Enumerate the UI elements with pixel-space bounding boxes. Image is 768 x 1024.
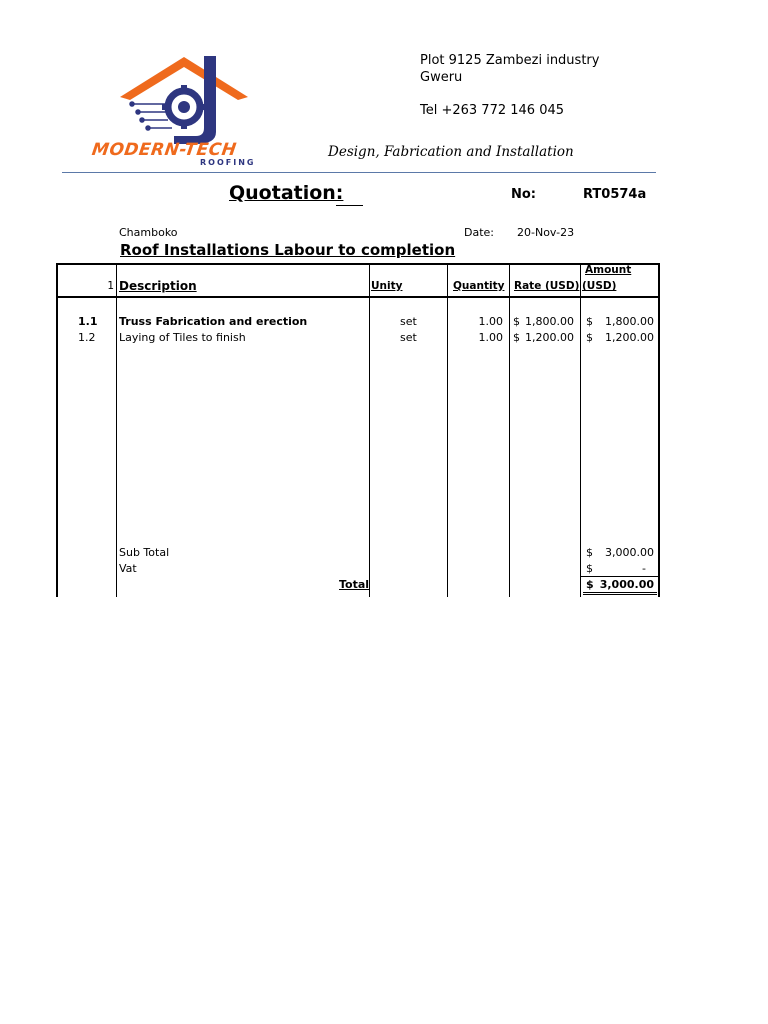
header-divider xyxy=(62,172,656,173)
row-number: 1.1 xyxy=(78,315,98,328)
row-amount: 1,200.00 xyxy=(605,331,654,344)
address-line-1: Plot 9125 Zambezi industry xyxy=(420,53,600,68)
quotation-no-label: No: xyxy=(511,187,537,202)
header-rate: Rate (USD) xyxy=(514,280,580,292)
client-name: Chamboko xyxy=(119,226,178,239)
total-label: Total xyxy=(339,578,370,591)
subtotal-label: Sub Total xyxy=(119,546,170,559)
header-quantity: Quantity xyxy=(453,280,505,292)
brand-name: MODERN-TECH xyxy=(90,140,238,160)
header-amount-unit: (USD) xyxy=(582,280,617,292)
row-rate: 1,200.00 xyxy=(525,331,574,344)
row-rate-currency: $ xyxy=(513,331,520,344)
house-gear-icon xyxy=(88,52,268,147)
company-logo xyxy=(88,52,268,167)
row-description: Laying of Tiles to finish xyxy=(119,331,246,344)
address-line-2: Gweru xyxy=(420,70,463,85)
row-description: Truss Fabrication and erection xyxy=(119,315,308,328)
row-rate: 1,800.00 xyxy=(525,315,574,328)
row-unity: set xyxy=(400,315,417,328)
subtotal-value: 3,000.00 xyxy=(605,546,654,559)
table-col-line xyxy=(658,263,660,597)
table-top-border xyxy=(56,263,660,265)
date-value: 20-Nov-23 xyxy=(517,226,575,239)
row-quantity: 1.00 xyxy=(478,331,503,344)
header-unity: Unity xyxy=(371,280,403,292)
company-phone: Tel +263 772 146 045 xyxy=(420,103,565,118)
vat-label: Vat xyxy=(119,562,137,575)
table-col-line xyxy=(509,263,510,597)
company-address xyxy=(420,52,599,119)
row-amount-currency: $ xyxy=(586,315,593,328)
total-double-underline xyxy=(583,592,657,595)
table-col-line xyxy=(56,263,58,597)
row-amount: 1,800.00 xyxy=(605,315,654,328)
row-quantity: 1.00 xyxy=(478,315,503,328)
quotation-heading: Roof Installations Labour to completion xyxy=(120,241,456,259)
title-underline-extension xyxy=(336,205,363,206)
table-col-line xyxy=(369,263,370,597)
row-rate-currency: $ xyxy=(513,315,520,328)
date-label: Date: xyxy=(464,226,494,239)
row-amount-currency: $ xyxy=(586,331,593,344)
quotation-number: RT0574a xyxy=(583,187,647,202)
header-number: 1 xyxy=(107,280,114,292)
company-tagline: Design, Fabrication and Installation xyxy=(328,144,574,160)
quotation-title: Quotation: xyxy=(229,182,344,204)
row-unity: set xyxy=(400,331,417,344)
header-description: Description xyxy=(119,279,197,293)
row-number: 1.2 xyxy=(78,331,96,344)
subtotal-currency: $ xyxy=(586,546,593,559)
total-top-border xyxy=(581,576,658,577)
total-value: 3,000.00 xyxy=(599,578,654,591)
total-currency: $ xyxy=(586,578,594,591)
table-col-line xyxy=(447,263,448,597)
header-amount: Amount xyxy=(585,264,632,276)
table-header-border xyxy=(56,296,660,298)
brand-subtitle: ROOFING xyxy=(200,158,256,167)
vat-currency: $ xyxy=(586,562,593,575)
table-col-line xyxy=(580,263,581,597)
table-col-line xyxy=(116,263,117,597)
vat-value: - xyxy=(642,562,646,575)
